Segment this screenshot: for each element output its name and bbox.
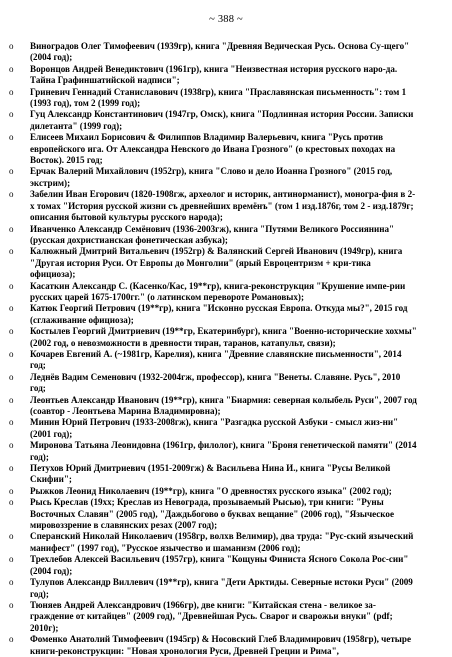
list-item [0,486,452,497]
entry-text: Костылев Георгий Дмитриевич (19**гр, Екатеринбург), книга "Военно-исторические хохмы" (2002 год, о невозможности в древности тиран, таранов, катапульт, связи); [30,326,417,348]
entry-text: Леонтьев Александр Иванович (19**гр), книга "Биармия: северная колыбель Руси", 2007 год (соавтор - Леонтьева Марина Владимировна); [30,394,417,416]
bibliography-list [0,41,452,657]
entry-text: Елисеев Михаил Борисович & Филиппов Владимир Валерьевич, книга "Русь против европейского ига. От Александра Невского до Ивана Грозного" (о крестовых походах на Восток). 2015 год; [30,132,396,166]
bullet-icon: o [9,166,14,177]
list-item [0,41,452,64]
list-item [0,395,452,418]
list-item [0,349,452,372]
list-item [0,440,452,463]
bullet-icon: o [9,41,14,51]
list-item [0,577,452,600]
entry-text: Гуц Александр Константинович (1947гр, Омск), книга "Подлинная история России. Записки дилетанта" (1999 год); [30,109,414,131]
list-item [0,87,452,110]
entry-text: Воронцов Андрей Венедиктович (1961гр), книга "Неизвестная история русского наро-да. Тайна Графиншатийской надписи"; [30,63,398,86]
list-item [0,189,452,223]
list-item [0,600,452,634]
bullet-icon: o [9,577,14,588]
entry-text: Рыжков Леонид Николаевич (19**гр), книга "О древностях русского языка" (2002 год); [30,485,392,496]
bullet-icon: o [9,440,14,451]
list-item [0,246,452,280]
entry-text: Виноградов Олег Тимофеевич (1939гр), книга "Древняя Ведическая Русь. Основа Су-щего" (2004 год); [30,41,410,63]
list-item [0,326,452,349]
list-item [0,372,452,395]
entry-text: Иванченко Александр Семёнович (1936-2003гж), книга "Путями Великого Россиянина" (русская дохристианская фонетическая азбука); [30,223,395,245]
entry-text: Катюк Георгий Петрович (19**гр), книга "Исконно русская Европа. Откуда мы?", 2015 год (сглаживание официоза); [30,303,408,325]
bullet-icon: o [9,599,14,610]
entry-text: Тулупов Александр Виллевич (19**гр), книга "Дети Арктиды. Северные истоки Руси" (2009 год); [30,577,413,599]
entry-text: Калюжный Дмитрий Витальевич (1952гр) & Валянский Сергей Иванович (1949гр), книга "Другая история Руси. От Европы до Монголии" (ярый Евроцентризм + кри-тика официоза); [30,246,403,280]
entry-text: Забелин Иван Егорович (1820-1908гж, археолог и историк, антинорманист), моногра-фия в 2-х томах "История русской жизни съ древнейших времёнъ" (том 1 изд.1876г, том 2 - изд.1879г; описания бытовой культуры русского народа); [30,189,416,223]
bullet-icon: o [9,109,14,120]
bullet-icon: o [9,485,14,496]
entry-text: Фоменко Анатолий Тимофеевич (1945гр) & Носовский Глеб Владимирович (1958гр), четыре книги-реконструкции: "Новая хронология Руси, Древней Греции и Рима", [30,634,411,656]
entry-text: Минин Юрий Петрович (1933-2008гж), книга "Разгадка русской Азбуки - смысл жиз-ни" (2001 год); [30,417,399,439]
entry-text: Касаткин Александр С. (Касенко/Кас, 19**гр), книга-реконструкция "Крушение импе-рии русских царей 1675-1700гг." (о латинском перевороте Романовых); [30,280,406,302]
bullet-icon: o [9,371,14,382]
list-item [0,64,452,87]
bullet-icon: o [9,463,14,474]
list-item [0,109,452,132]
entry-text: Леднёв Вадим Семенович (1932-2004гж, профессор), книга "Венеты. Славяне. Русь", 2010 год; [30,371,401,394]
bullet-icon: o [9,634,14,645]
list-item [0,281,452,304]
entry-text: Сперанский Николай Николаевич (1958гр, волхв Велимир), два труда: "Рус-ский языческий манифест" (1997 год), "Русское язычество и шаманизм (2006 год); [30,531,414,553]
list-item [0,497,452,531]
bullet-icon: o [9,417,14,428]
bullet-icon: o [9,280,14,291]
bullet-icon: o [9,132,14,143]
entry-text: Петухов Юрий Дмитриевич (1951-2009гж) & Васильева Нина И., книга "Русы Великой Скифии"; [30,463,391,485]
list-item [0,634,452,657]
list-item [0,132,452,166]
bullet-icon: o [9,348,14,359]
entry-text: Тюняев Андрей Александрович (1966гр), две книги: "Китайская стена - великое за-граждение от китайцев" (2009 год), "Древнейшая Русь. Сварог и сварожьи внуки" (pdf; 2010г); [30,599,393,633]
bullet-icon: o [9,223,14,234]
list-item [0,166,452,189]
bullet-icon: o [9,303,14,314]
entry-text: Рысь Креслав (19хх; Креслав из Невограда, прозываемый Рысью), три книги: "Руны Восточных Славян" (2005 год), "Даждьбогово о буквах вещание" (2006 год), "Языческое мировоззрение в славянских резах (2007 год); [30,497,394,531]
bullet-icon: o [9,63,14,74]
list-item [0,303,452,326]
entry-text: Трехлебов Алексей Васильевич (1957гр), книга "Кощуны Финиста Ясного Сокола Рос-сии" (2004 год); [30,554,409,576]
list-item [0,463,452,486]
bullet-icon: o [9,86,14,97]
bullet-icon: o [9,554,14,565]
bullet-icon: o [9,531,14,542]
entry-text: Миронова Татьяна Леонидовна (1961гр, филолог), книга "Броня генетической памяти" (2014 год); [30,440,417,462]
bullet-icon: o [9,394,14,405]
entry-text: Ерчак Валерий Михайлович (1952гр), книга "Слово и дело Иоанна Грозного" (2015 год, экстрим); [30,166,393,188]
list-item [0,417,452,440]
bullet-icon: o [9,189,14,200]
page-number: ~ 388 ~ [209,14,243,25]
list-item [0,554,452,577]
entry-text: Кочарев Евгений А. (~1981гр, Карелия), книга "Древние славянские письменности", 2014 год; [30,348,402,371]
bullet-icon: o [9,326,14,337]
entry-text: Гриневич Геннадий Станиславович (1938гр), книга "Праславянская письменность": том 1 (1993 год), том 2 (1999 год); [30,86,407,109]
list-item [0,531,452,554]
list-item [0,224,452,247]
bullet-icon: o [9,246,14,257]
bullet-icon: o [9,497,14,508]
